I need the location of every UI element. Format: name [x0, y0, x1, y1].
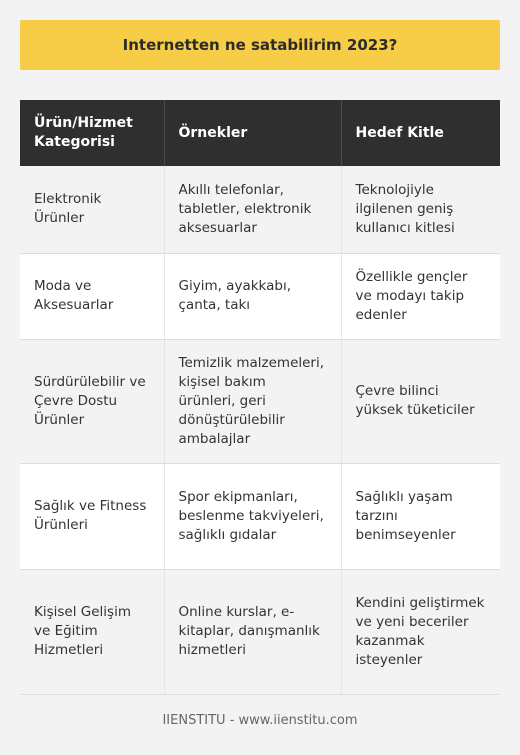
title-banner	[20, 20, 500, 70]
table-cell-examples: Online kurslar, e-kitaplar, danışmanlık hizmetleri	[164, 569, 341, 694]
table-row	[20, 463, 500, 569]
table-cell-audience: Özellikle gençler ve modayı takip edenler	[341, 253, 500, 339]
table-cell-examples: Giyim, ayakkabı, çanta, takı	[164, 253, 341, 339]
table-cell-examples: Temizlik malzemeleri, kişisel bakım ürünleri, geri dönüştürülebilir ambalajlar	[164, 339, 341, 463]
table-cell-audience: Teknolojiyle ilgilenen geniş kullanıcı kitlesi	[341, 166, 500, 253]
table-row	[20, 339, 500, 463]
column-header-examples: Örnekler	[164, 100, 341, 166]
table-cell-audience: Çevre bilinci yüksek tüketiciler	[341, 339, 500, 463]
table-cell-category: Elektronik Ürünler	[20, 166, 164, 253]
table-cell-audience: Kendini geliştirmek ve yeni beceriler kazanmak isteyenler	[341, 569, 500, 694]
category-table	[20, 100, 500, 695]
table-header-row	[20, 100, 500, 166]
table-row	[20, 569, 500, 694]
table-cell-category: Moda ve Aksesuarlar	[20, 253, 164, 339]
table-cell-audience: Sağlıklı yaşam tarzını benimseyenler	[341, 463, 500, 569]
table-cell-examples: Spor ekipmanları, beslenme takviyeleri, sağlıklı gıdalar	[164, 463, 341, 569]
table-cell-category: Sağlık ve Fitness Ürünleri	[20, 463, 164, 569]
footer-credit: IIENSTITU - www.iienstitu.com	[162, 713, 358, 728]
column-header-audience: Hedef Kitle	[341, 100, 500, 166]
table-cell-examples: Akıllı telefonlar, tabletler, elektronik aksesuarlar	[164, 166, 341, 253]
column-header-category: Ürün/Hizmet Kategorisi	[20, 100, 164, 166]
table-row	[20, 166, 500, 253]
table-row	[20, 253, 500, 339]
page-title: Internetten ne satabilirim 2023?	[122, 36, 398, 54]
table-cell-category: Kişisel Gelişim ve Eğitim Hizmetleri	[20, 569, 164, 694]
table-cell-category: Sürdürülebilir ve Çevre Dostu Ürünler	[20, 339, 164, 463]
